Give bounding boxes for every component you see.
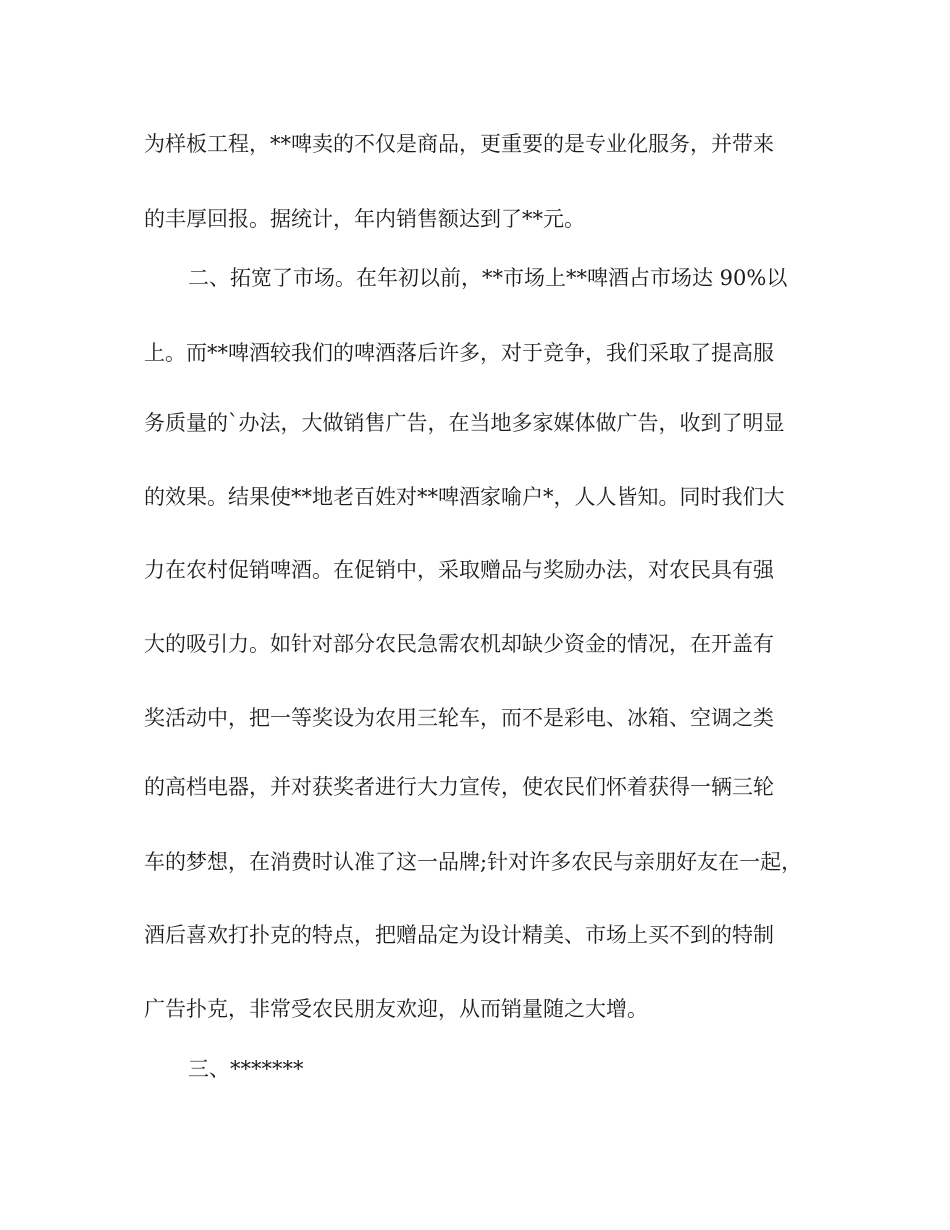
paragraph-line: 的高档电器，并对获奖者进行大力宣传，使农民们怀着获得一辆三轮 <box>144 775 774 799</box>
paragraph-line: 力在农村促销啤酒。在促销中，采取赠品与奖励办法，对农民具有强 <box>144 558 774 582</box>
paragraph-line: 大的吸引力。如针对部分农民急需农机却缺少资金的情况，在开盖有 <box>144 632 774 656</box>
paragraph-line: 酒后喜欢打扑克的特点，把赠品定为设计精美、市场上买不到的特制 <box>144 923 774 947</box>
paragraph-line: 上。而**啤酒较我们的啤酒落后许多，对于竞争，我们采取了提高服 <box>144 341 774 365</box>
paragraph-line: 的效果。结果使**地老百姓对**啤酒家喻户*，人人皆知。同时我们大 <box>144 485 785 509</box>
paragraph-line: 广告扑克，非常受农民朋友欢迎，从而销量随之大增。 <box>144 997 648 1021</box>
paragraph-line: 的丰厚回报。据统计，年内销售额达到了**元。 <box>144 207 585 231</box>
section-heading-line: 二、拓宽了市场。在年初以前，**市场上**啤酒占市场达 90%以 <box>188 266 788 290</box>
paragraph-line: 奖活动中，把一等奖设为农用三轮车，而不是彩电、冰箱、空调之类 <box>144 706 774 730</box>
paragraph-line: 务质量的`办法，大做销售广告，在当地多家媒体做广告，收到了明显 <box>144 411 785 435</box>
paragraph-line: 为样板工程，**啤卖的不仅是商品，更重要的是专业化服务，并带来 <box>144 132 774 156</box>
paragraph-line: 车的梦想，在消费时认准了这一品牌;针对许多农民与亲朋好友在一起， <box>144 850 803 874</box>
section-heading-line: 三、******* <box>188 1057 304 1081</box>
